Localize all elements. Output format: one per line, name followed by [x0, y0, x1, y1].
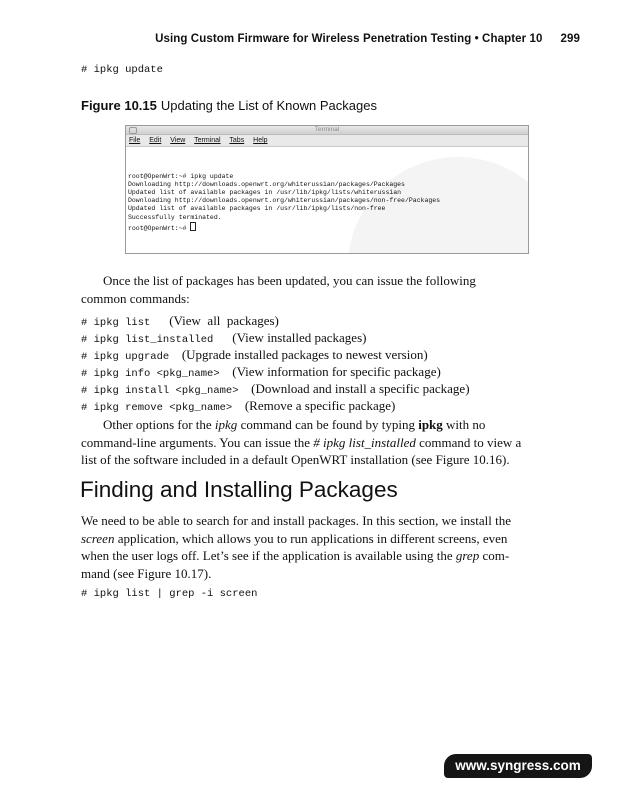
options-paragraph	[81, 416, 551, 469]
section-heading: Finding and Installing Packages	[80, 477, 398, 502]
command-row	[81, 364, 441, 380]
running-header	[155, 33, 580, 45]
text-run: when the user logs off. Let’s see if the application is available using the	[81, 548, 456, 563]
command-text: # ipkg list_installed	[81, 334, 214, 346]
emphasis-command: # ipkg list_installed	[313, 434, 416, 450]
terminal-menubar	[126, 135, 528, 147]
terminal-output[interactable]	[126, 147, 528, 250]
menu-help[interactable]: Help	[253, 137, 268, 144]
intro-paragraph	[81, 272, 551, 307]
command-text: # ipkg info <pkg_name>	[81, 368, 220, 380]
page-number: 299	[560, 33, 580, 45]
menu-file[interactable]: File	[129, 137, 141, 144]
terminal-line: Successfully terminated.	[128, 213, 222, 221]
text-run: with no	[442, 417, 486, 432]
text-run: mand (see Figure 10.17).	[81, 565, 212, 581]
terminal-line: Downloading http://downloads.openwrt.org/whiterussian/packages/non-free/Packages	[128, 197, 441, 205]
text-run: Other options for the	[103, 417, 215, 432]
terminal-line: Updated list of available packages in /usr/lib/ipkg/lists/non-free	[128, 205, 386, 213]
terminal-screenshot	[125, 125, 529, 254]
text-run: command-line arguments. You can issue the	[81, 434, 314, 450]
command-row	[81, 330, 366, 346]
running-title: Using Custom Firmware for Wireless Penetration Testing • Chapter 10	[155, 33, 543, 45]
figure-label: Figure 10.15	[81, 98, 157, 113]
command-description: (Remove a specific package)	[244, 398, 396, 413]
footer-url-badge: www.syngress.com	[444, 754, 592, 778]
terminal-titlebar	[126, 126, 528, 135]
code-ipkg-update: # ipkg update	[81, 64, 163, 76]
text-run: command can be found by typing	[237, 417, 419, 432]
text-run: list of the software included in a default OpenWRT installation (see Figure 10.16).	[81, 452, 510, 467]
emphasis-grep: grep	[455, 548, 480, 563]
command-description: (View installed packages)	[232, 330, 367, 345]
command-row	[81, 381, 470, 397]
intro-line-2: common commands:	[81, 290, 190, 306]
text-run: command to view a	[415, 434, 522, 450]
emphasis-ipkg: ipkg	[214, 417, 238, 432]
text-run: application, which allows you to run applications in different screens, even	[114, 530, 508, 546]
command-description: (View information for specific package)	[232, 364, 441, 379]
command-row	[81, 398, 395, 414]
code-grep-screen: # ipkg list | grep -i screen	[81, 588, 258, 600]
section-paragraph	[81, 512, 551, 582]
command-text: # ipkg list	[81, 317, 151, 329]
terminal-prompt: root@OpenWrt:~#	[128, 224, 191, 232]
terminal-line: Updated list of available packages in /usr/lib/ipkg/lists/whiterussian	[128, 189, 402, 197]
menu-terminal[interactable]: Terminal	[194, 137, 221, 144]
figure-caption	[81, 98, 377, 113]
text-run: We need to be able to search for and install packages. In this section, we install the	[81, 513, 511, 528]
emphasis-screen: screen	[81, 530, 115, 546]
menu-tabs[interactable]: Tabs	[229, 137, 245, 144]
strong-ipkg: ipkg	[418, 417, 443, 432]
text-cursor	[190, 222, 196, 231]
menu-view[interactable]: View	[170, 137, 186, 144]
command-description: (Download and install a specific package)	[251, 381, 470, 396]
intro-line-1: Once the list of packages has been updated, you can issue the following	[103, 273, 476, 288]
command-description: (View all packages)	[169, 313, 279, 328]
command-text: # ipkg install <pkg_name>	[81, 385, 239, 397]
command-text: # ipkg remove <pkg_name>	[81, 402, 233, 414]
text-run: com-	[479, 548, 510, 563]
terminal-line: Downloading http://downloads.openwrt.org/whiterussian/packages/Packages	[128, 180, 405, 188]
command-description: (Upgrade installed packages to newest version)	[181, 347, 428, 362]
figure-caption-text: Updating the List of Known Packages	[160, 98, 377, 113]
command-row	[81, 313, 279, 329]
menu-edit[interactable]: Edit	[149, 137, 162, 144]
terminal-line: root@OpenWrt:~# ipkg update	[128, 172, 234, 180]
terminal-window-title: Terminal	[314, 126, 340, 133]
command-text: # ipkg upgrade	[81, 351, 170, 363]
command-row	[81, 347, 428, 363]
